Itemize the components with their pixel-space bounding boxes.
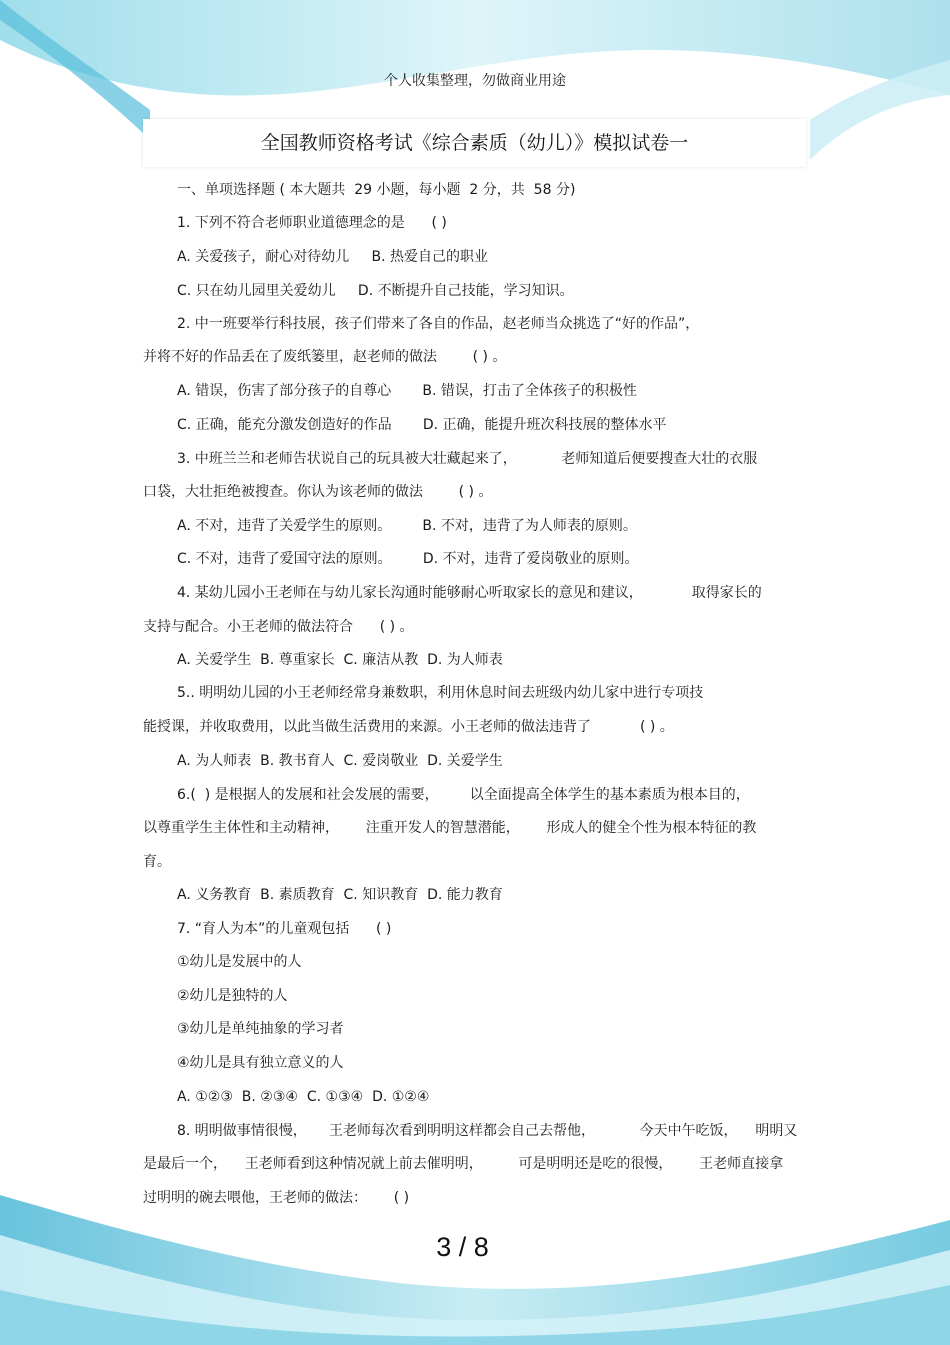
question-5-line2: 能授课，并收取费用，以此当做生活费用的来源。小王老师的做法违背了 ( ) 。 [143,719,674,735]
q5-options: A. 为人师表 B. 教书育人 C. 爱岗敬业 D. 关爱学生 [177,753,503,769]
question-6-line2: 以尊重学生主体性和主动精神， 注重开发人的智慧潜能， 形成人的健全个性为根本特征的教 [143,820,757,836]
question-8-line3: 过明明的碗去喂他，王老师的做法： ( ) [143,1190,410,1206]
question-7: 7. “育人为本”的儿童观包括 ( ) [177,921,392,937]
q1-options-cd: C. 只在幼儿园里关爱幼儿 D. 不断提升自己技能，学习知识。 [177,283,574,299]
page-title: 全国教师资格考试《综合素质（幼儿）》模拟试卷一 [260,132,689,154]
q3-options-cd: C. 不对，违背了爱国守法的原则。 D. 不对，违背了爱岗敬业的原则。 [177,551,639,567]
question-2-line2: 并将不好的作品丢在了废纸篓里，赵老师的做法 ( ) 。 [143,349,507,365]
question-4-line1: 4. 某幼儿园小王老师在与幼儿家长沟通时能够耐心听取家长的意见和建议， 取得家长的 [177,585,762,601]
header-note: 个人收集整理，勿做商业用途 [384,73,566,89]
page-number: 3 / 8 [436,1232,489,1262]
question-2-line1: 2. 中一班要举行科技展，孩子们带来了各自的作品，赵老师当众挑选了“好的作品”， [177,316,700,332]
q2-options-cd: C. 正确，能充分激发创造好的作品 D. 正确，能提升班次科技展的整体水平 [177,417,667,433]
q7-options: A. ①②③ B. ②③④ C. ①③④ D. ①②④ [177,1089,430,1105]
question-3-line1: 3. 中班兰兰和老师告状说自己的玩具被大壮藏起来了， 老师知道后便要搜查大壮的衣服 [177,451,758,467]
q6-options: A. 义务教育 B. 素质教育 C. 知识教育 D. 能力教育 [177,887,503,903]
question-1: 1. 下列不符合老师职业道德理念的是 ( ) [177,215,447,231]
q7-item-4: ④幼儿是具有独立意义的人 [177,1055,344,1071]
q3-options-ab: A. 不对，违背了关爱学生的原则。 B. 不对，违背了为人师表的原则。 [177,518,637,534]
question-8-line1: 8. 明明做事情很慢， 王老师每次看到明明这样都会自己去帮他， 今天中午吃饭， 明明又 [177,1123,798,1139]
q4-options: A. 关爱学生 B. 尊重家长 C. 廉洁从教 D. 为人师表 [177,652,503,668]
q7-item-2: ②幼儿是独特的人 [177,988,288,1004]
question-5-line1: 5.. 明明幼儿园的小王老师经常身兼数职，利用休息时间去班级内幼儿家中进行专项技 [177,685,704,701]
question-6-line3: 育。 [143,854,171,870]
q2-options-ab: A. 错误，伤害了部分孩子的自尊心 B. 错误，打击了全体孩子的积极性 [177,383,637,399]
question-8-line2: 是最后一个， 王老师看到这种情况就上前去催明明， 可是明明还是吃的很慢， 王老师直接拿 [143,1156,784,1172]
q7-item-1: ①幼儿是发展中的人 [177,954,302,970]
section-heading: 一、单项选择题 ( 本大题共 29 小题，每小题 2 分，共 58 分) [177,182,576,198]
q7-item-3: ③幼儿是单纯抽象的学习者 [177,1021,344,1037]
question-3-line2: 口袋，大壮拒绝被搜查。你认为该老师的做法 ( ) 。 [143,484,493,500]
question-6-line1: 6.( ) 是根据人的发展和社会发展的需要， 以全面提高全体学生的基本素质为根本目的， [177,787,750,803]
q1-options-ab: A. 关爱孩子，耐心对待幼儿 B. 热爱自己的职业 [177,249,488,265]
question-4-line2: 支持与配合。小王老师的做法符合 ( ) 。 [143,619,414,635]
